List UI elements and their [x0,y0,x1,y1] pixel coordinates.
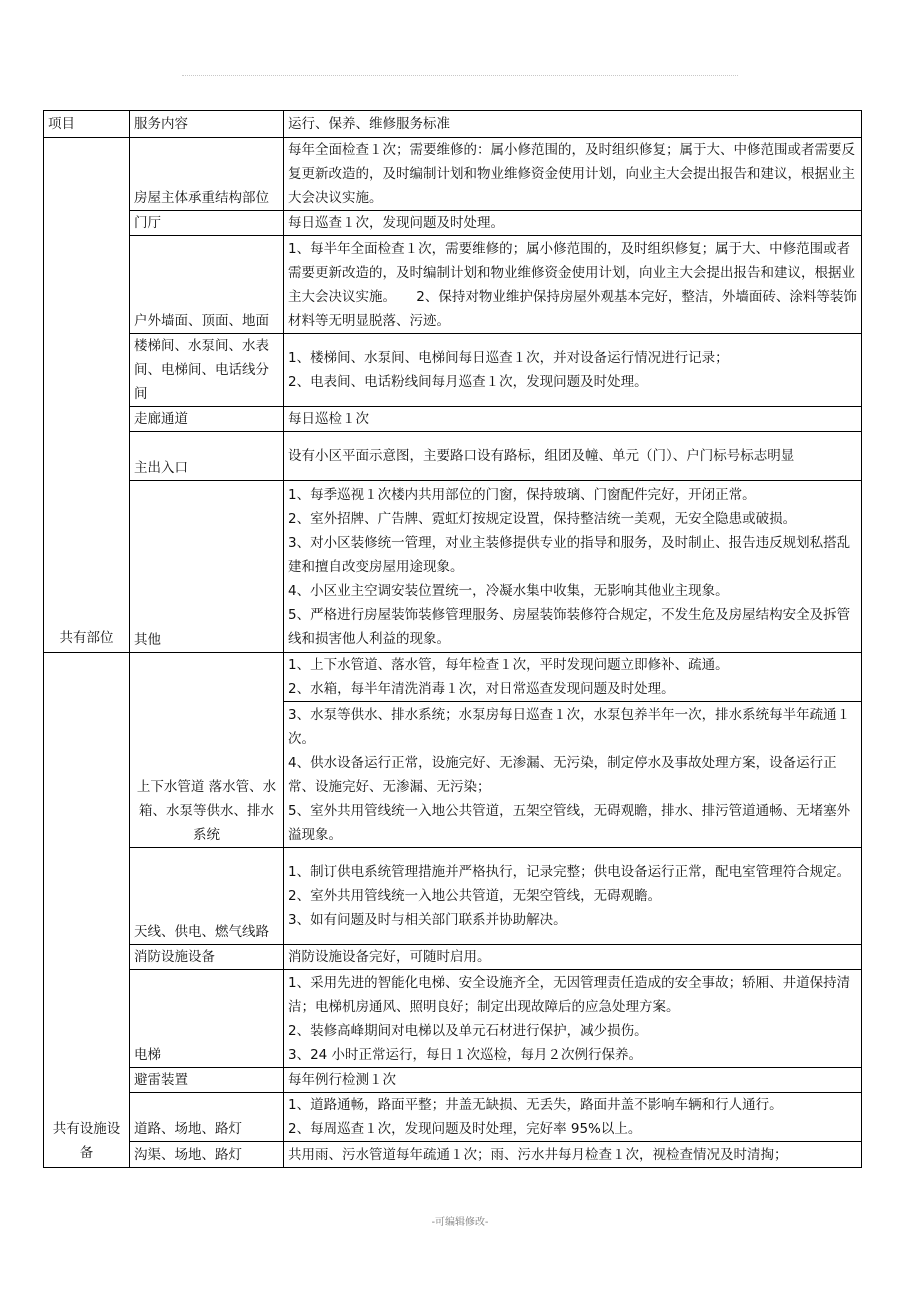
service-item: 道路、场地、路灯 [130,1093,284,1142]
service-standard-table [43,110,862,1168]
service-standard: 设有小区平面示意图，主要路口设有路标，组团及幢、单元（门）、户门标号标志明显 [284,432,862,481]
service-standard: 1、上下水管道、落水管，每年检查１次，平时发现问题立即修补、疏通。 2、水箱，每半年清洗消毒１次，对日常巡查发现问题及时处理。 [284,653,862,702]
service-standard: 3、水泵等供水、排水系统；水泵房每日巡查１次，水泵包养半年一次，排水系统每半年疏通１次。 4、供水设备运行正常，设施完好、无渗漏、无污染，制定停水及事故处理方案，设备运行正常、设施完好、无渗漏、无污染； 5、室外共用管线统一入地公共管道，五架空管线，无碍观瞻，排水、排污管道通畅、无堵塞外溢现象。 [284,702,862,848]
service-item: 天线、供电、燃气线路 [130,848,284,945]
service-standard: 每日巡检１次 [284,407,862,432]
service-standard: 共用雨、污水管道每年疏通１次；雨、污水井每月检查１次，视检查情况及时清掏； [284,1142,862,1168]
service-standard: 1、每季巡视１次楼内共用部位的门窗，保持玻璃、门窗配件完好，开闭正常。 2、室外招牌、广告牌、霓虹灯按规定设置，保持整洁统一美观，无安全隐患或破损。 3、对小区装修统一管理，对业主装修提供专业的指导和服务，及时制止、报告违反规划私搭乱建和擅自改变房屋用途现象。 4、小区业主空调安装位置统一，冷凝水集中收集，无影响其他业主现象。 5、严格进行房屋装饰装修管理服务、房屋装饰装修符合规定，不发生危及房屋结构安全及拆管线和损害他人利益的现象。 [284,481,862,653]
service-item: 户外墙面、顶面、地面 [130,236,284,334]
group-common-facilities: 共有设施设备 [44,653,130,1168]
table-row [44,848,862,945]
service-standard: 1、每半年全面检查１次，需要维修的；属小修范围的，及时组织修复；属于大、中修范围或者需要更新改造的，及时编制计划和物业维修资金使用计划，向业主大会提出报告和建议，根据业主大会决议实施。 2、保持对物业维护保持房屋外观基本完好，整洁，外墙面砖、涂料等装饰材料等无明显脱落、污迹。 [284,236,862,334]
table-row [44,1093,862,1142]
table-row [44,432,862,481]
service-standard: 每年全面检查１次；需要维修的：属小修范围的，及时组织修复；属于大、中修范围或者需要反复更新改造的，及时编制计划和物业维修资金使用计划，向业主大会提出报告和建议，根据业主大会决议实施。 [284,138,862,211]
header-rule [182,75,738,76]
service-standard: 1、制订供电系统管理措施并严格执行，记录完整；供电设备运行正常，配电室管理符合规定。 2、室外共用管线统一入地公共管道，无架空管线，无碍观瞻。 3、如有问题及时与相关部门联系并协助解决。 [284,848,862,945]
table-row [44,211,862,236]
service-item: 楼梯间、水泵间、水表间、电梯间、电话线分间 [130,334,284,407]
service-item: 走廊通道 [130,407,284,432]
table-row [44,945,862,970]
header-project: 项目 [44,111,130,138]
table-row [44,970,862,1068]
header-standard: 运行、保养、维修服务标准 [284,111,862,138]
table-row [44,1142,862,1168]
table-row [44,653,862,702]
service-item: 上下水管道 落水管、水箱、水泵等供水、排水系统 [130,653,284,848]
service-item: 门厅 [130,211,284,236]
service-item: 房屋主体承重结构部位 [130,138,284,211]
table-row [44,1068,862,1093]
group-common-parts: 共有部位 [44,138,130,653]
table-row [44,236,862,334]
service-item: 其他 [130,481,284,653]
table-header-row [44,111,862,138]
service-item: 主出入口 [130,432,284,481]
service-item: 电梯 [130,970,284,1068]
table-row [44,334,862,407]
service-standard: 每日巡查１次，发现问题及时处理。 [284,211,862,236]
header-service-content: 服务内容 [130,111,284,138]
page-footer: -可编辑修改- [431,1217,489,1228]
service-standard: 每年例行检测１次 [284,1068,862,1093]
service-standard: 1、道路通畅，路面平整；井盖无缺损、无丢失，路面井盖不影响车辆和行人通行。 2、每周巡查１次，发现问题及时处理，完好率 95%以上。 [284,1093,862,1142]
service-item: 沟渠、场地、路灯 [130,1142,284,1168]
table-row [44,481,862,653]
table-row [44,138,862,211]
service-item: 避雷装置 [130,1068,284,1093]
service-standard: 消防设施设备完好，可随时启用。 [284,945,862,970]
service-standard: 1、楼梯间、水泵间、电梯间每日巡查１次，并对设备运行情况进行记录； 2、电表间、电话粉线间每月巡查１次，发现问题及时处理。 [284,334,862,407]
service-item: 消防设施设备 [130,945,284,970]
table-row [44,407,862,432]
service-standard: 1、采用先进的智能化电梯、安全设施齐全，无因管理责任造成的安全事故；轿厢、井道保持清洁；电梯机房通风、照明良好；制定出现故障后的应急处理方案。 2、装修高峰期间对电梯以及单元石材进行保护，减少损伤。 3、24 小时正常运行，每日１次巡检，每月２次例行保养。 [284,970,862,1068]
